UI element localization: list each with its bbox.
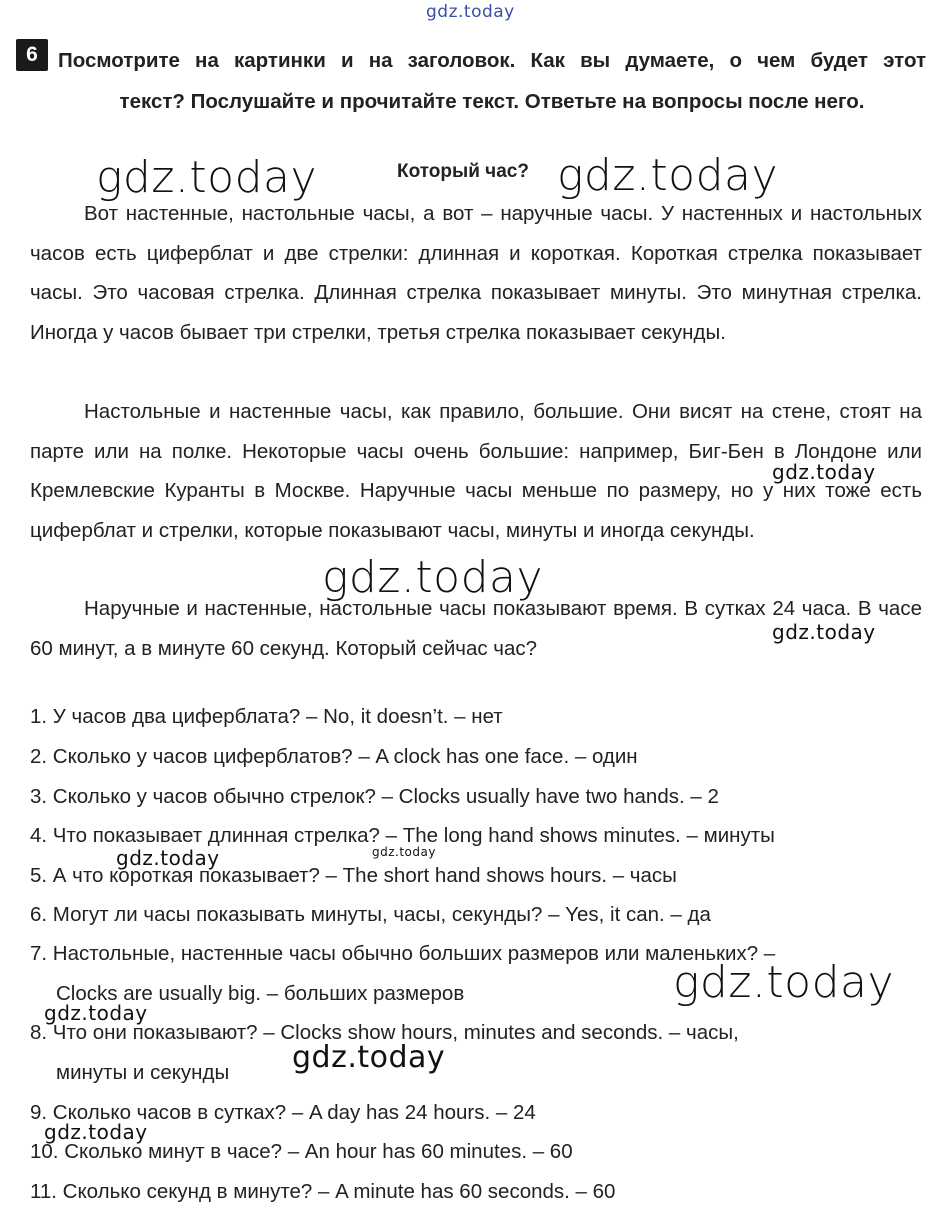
watermark: gdz.today	[372, 845, 436, 859]
watermark: gdz.today	[772, 620, 876, 644]
answer-item: 8. Что они показывают? – Clocks show hours, minutes and seconds. – часы,	[30, 1021, 739, 1044]
answer-item-continuation: Clocks are usually big. – больших размеров	[56, 982, 465, 1005]
answer-item: 3. Сколько у часов обычно стрелок? – Clocks usually have two hands. – 2	[30, 785, 719, 808]
answer-item: 6. Могут ли часы показывать минуты, часы, секунды? – Yes, it can. – да	[30, 903, 711, 926]
watermark: gdz.today	[44, 1001, 148, 1025]
watermark: gdz.today	[772, 460, 876, 484]
answer-item: 5. А что короткая показывает? – The short hand shows hours. – часы	[30, 864, 677, 887]
watermark: gdz.today	[557, 150, 779, 201]
answer-item: 7. Настольные, настенные часы обычно больших размеров или маленьких? –	[30, 942, 776, 965]
text-title: Который час?	[397, 161, 529, 182]
watermark: gdz.today	[44, 1120, 148, 1144]
exercise-instruction	[58, 40, 926, 122]
watermark: gdz.today	[116, 846, 220, 870]
answer-item: 1. У часов два циферблата? – No, it doesn’t. – нет	[30, 705, 503, 728]
watermark: gdz.today	[292, 1040, 446, 1075]
watermark: gdz.today	[673, 957, 895, 1008]
paragraph-1: Вот настенные, настольные часы, а вот – наручные часы. У настенных и настольных часов есть циферблат и две стрелки: длинная и короткая. Короткая стрелка показывает часы. Это часовая стрелка. Длинная стрелка показывает минуты. Это минутная стрелка. Иногда у часов бывает три стрелки, третья стрелка показывает секунды.	[30, 202, 922, 344]
watermark: gdz.today	[322, 552, 544, 603]
instruction-line-2: текст? Послушайте и прочитайте текст. Ответьте на вопросы после него.	[119, 90, 865, 113]
answer-item: 10. Сколько минут в часе? – An hour has 60 minutes. – 60	[30, 1140, 573, 1163]
answer-item: 2. Сколько у часов циферблатов? – A clock has one face. – один	[30, 745, 638, 768]
answer-item: 4. Что показывает длинная стрелка? – The long hand shows minutes. – минуты	[30, 824, 775, 847]
answer-item-continuation: минуты и секунды	[56, 1061, 230, 1084]
answer-item: 11. Сколько секунд в минуте? – A minute has 60 seconds. – 60	[30, 1180, 616, 1203]
answer-item: 9. Сколько часов в сутках? – A day has 24 hours. – 24	[30, 1101, 536, 1124]
instruction-line-1: Посмотрите на картинки и на заголовок. Как вы думаете, о чем будет этот	[58, 49, 926, 72]
paragraph-3: Наручные и настенные, настольные часы показывают время. В сутках 24 часа. В часе 60 минут, а в минуте 60 секунд. Который сейчас час?	[30, 597, 922, 660]
watermark: gdz.today	[96, 152, 318, 203]
exercise-number-badge: 6	[16, 39, 48, 71]
paragraph-2: Настольные и настенные часы, как правило, большие. Они висят на стене, стоят на парте или на полке. Некоторые часы очень большие: например, Биг-Бен в Лондоне или Кремлевские Куранты в Москве. Наручные часы меньше по размеру, но у них тоже есть циферблат и стрелки, которые показывают часы, минуты и иногда секунды.	[30, 400, 922, 542]
watermark-top: gdz.today	[426, 2, 515, 22]
